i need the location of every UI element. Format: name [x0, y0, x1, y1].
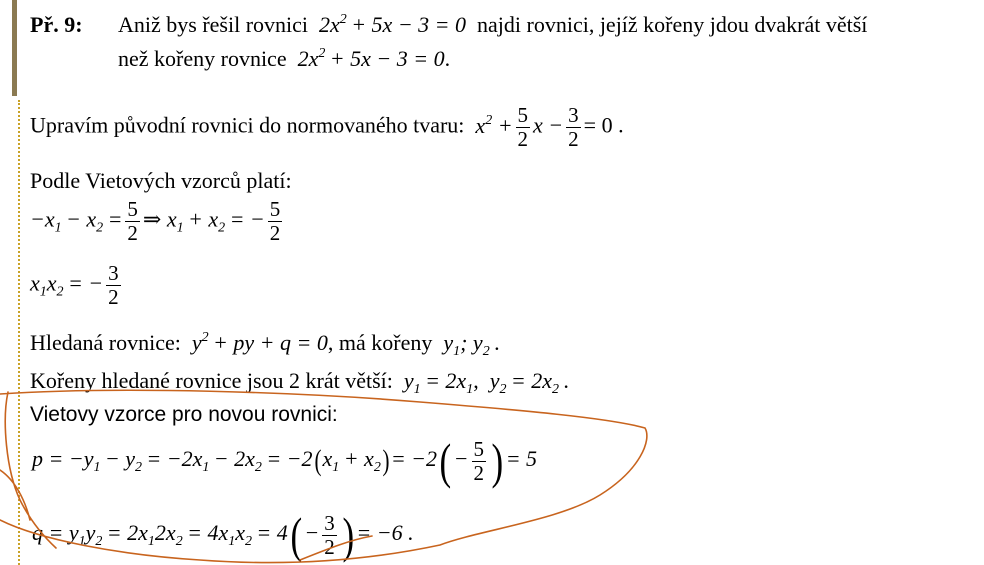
vieta-sum-line: $-x_1 - x_2$ = $\frac{5}{2}$ ⇒ $x_1 + x_2$ = − $\frac{5}{2}$ — [30, 197, 281, 245]
problem-line-1: Aniž bys řešil rovnici $2x^2 + 5x - 3 = 0$ najdi rovnici, jejíž kořeny jdou dvakrát větší — [118, 12, 868, 37]
fraction-five-halves: $\frac{5}{2}$ — [517, 103, 529, 151]
p-coefficient-line: $p = -y_1 - y_2 = -2x_1 - 2x_2 = -2(x_1 + x_2)= -2$( − $\frac{5}{2}$ ) = 5 — [32, 433, 538, 489]
fraction-three-halves: $\frac{3}{2}$ — [568, 103, 579, 151]
q-coefficient-line: $q = y_1y_2 = 2x_12x_2 = 4x_1x_2 = 4$( − $\frac{3}{2}$ ) = −6 . — [32, 507, 414, 563]
vieta-product-line: $x_1x_2$ = − $\frac{3}{2}$ — [30, 261, 119, 309]
problem-equation: $2x^2 + 5x - 3 = 0$ — [319, 12, 467, 37]
problem-label: Př. 9: — [30, 12, 83, 37]
normalized-form-line: Upravím původní rovnici do normovaného tvaru: $x^2$ + $\frac{5}{2}$ x − $\frac{3}{2}$ = 0 . — [30, 103, 624, 151]
roots-relation-line: Kořeny hledané rovnice jsou 2 krát větší: $y_1 = 2x_1$, $y_2 = 2x_2$ . — [30, 368, 569, 397]
problem-line-2: než kořeny rovnice $2x^2 + 5x - 3 = 0$. — [118, 46, 451, 71]
vieta-intro: Podle Vietových vzorců platí: — [30, 168, 292, 193]
new-vieta-intro: Vietovy vzorce pro novou rovnici: — [30, 403, 338, 426]
sought-equation-line: Hledaná rovnice: $y^2$ + py + q = 0, má kořeny $y_1$; $y_2$ . — [30, 330, 500, 359]
